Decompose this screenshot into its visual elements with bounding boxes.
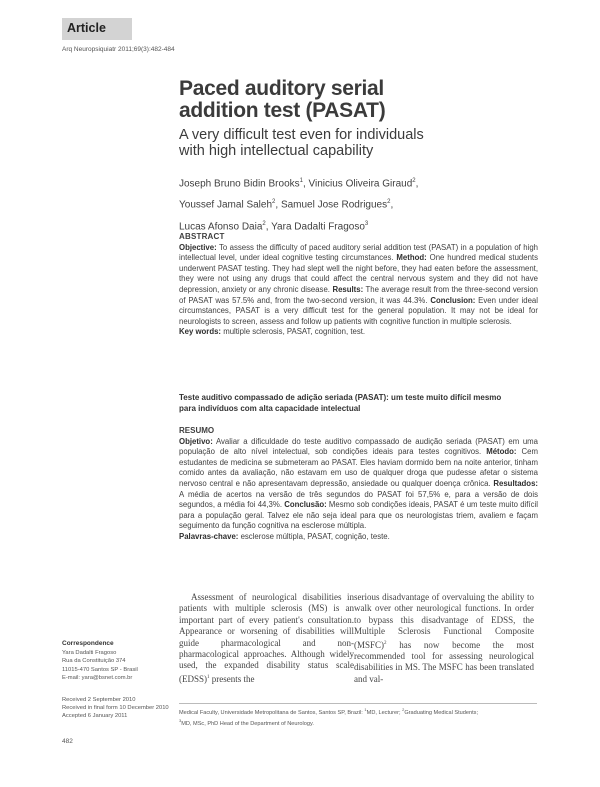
journal-reference: Arq Neuropsiquiatr 2011;69(3):482-484 [62, 46, 175, 53]
footnote-text: Graduating Medical Students; [404, 709, 479, 716]
method-text: One hundred medical students underwent PASAT testing. They had slept well the night before, they had eaten before the assessment, they were not using any drugs that could affect the central nervous system and they did not have depression, anxiety or any chronic disease. [179, 253, 538, 294]
keywords-text: multiple sclerosis, PASAT, cognition, test. [223, 327, 366, 337]
correspondence-name: Yara Dadalti Fragoso [62, 650, 117, 657]
body-text: Assessment of neurological disabilities in patients with multiple sclerosis (MS) is an important part of every patient's consultation. Appearance or worsening of disabilities will guide pharmacological and non-pharmacological approaches. Although widely used, the expanded disability status scale (EDSS) [179, 592, 354, 684]
received-dates [62, 696, 172, 721]
final-form-date: Received in final form 10 December 2010 [62, 705, 169, 712]
results-label: Results: [332, 284, 364, 294]
footnote-text: Medical Faculty, Universidade Metropolitana de Santos, Santos SP, Brazil: [179, 709, 365, 716]
resumo-body [179, 437, 538, 532]
abstract-section [179, 232, 538, 338]
paper-title-line1: Paced auditory serial [179, 77, 384, 100]
conclusion-text: Even under ideal circumstances, PASAT is a very difficult test for the general population. It may not be ideal for neurologists to screen, assess and follow up patients with cognitive function in multiple sclerosis. [179, 295, 538, 326]
body-text: has now become the most recommended tool for assessing neurological disabilities in MS. The MSFC has been translated and val- [354, 639, 534, 684]
keywords [179, 327, 538, 338]
footnote-line2 [179, 717, 537, 728]
author-affiliation: 2 [272, 199, 276, 206]
body-column-right [354, 592, 534, 685]
correspondence-email: E-mail: yara@bsnet.com.br [62, 674, 133, 681]
correspondence-street: Rua da Constituição 374 [62, 658, 126, 665]
portuguese-title-line1: Teste auditivo compassado de adição seriada (PASAT): um teste muito difícil mesmo [179, 393, 502, 402]
footnote-marker: 3 [179, 718, 182, 724]
portuguese-title [179, 392, 539, 414]
author-affiliation: 2 [262, 220, 266, 227]
correspondence-heading: Correspondence [62, 640, 114, 647]
body-text: presents the [209, 673, 255, 684]
conclusao-text: Mesmo sob condições ideais, PASAT é um teste muito difícil para a população geral. Talvez ele não seja ideal para que os neurologistas triem, avaliem e façam seguimento da função cognitiva na esclerose múltipla. [179, 500, 538, 531]
affiliation-footnote [179, 703, 537, 728]
author-name: Samuel Jose Rodrigues [280, 199, 388, 211]
method-label: Method: [396, 253, 427, 263]
resumo-section [179, 426, 538, 543]
author-name: Yara Dadalti Fragoso [271, 220, 365, 232]
article-tag-label: Article [67, 21, 106, 35]
footnote-marker: 1 [364, 707, 367, 712]
correspondence-city: 11015-470 Santos SP - Brasil [62, 666, 138, 673]
metodo-label: Método: [486, 447, 517, 457]
received-date: Received 2 September 2010 [62, 697, 136, 703]
palavras-chave-label: Palavras-chave: [179, 531, 239, 541]
keywords-label: Key words: [179, 327, 222, 337]
page-number: 482 [62, 738, 73, 745]
portuguese-title-line2: para indivíduos com alta capacidade intelectual [179, 404, 361, 413]
author-affiliation: 2 [412, 178, 416, 184]
author-name: Vinicius Oliveira Giraud [308, 178, 413, 190]
paper-title-line2: addition test (PASAT) [179, 99, 386, 122]
resumo-heading: RESUMO [179, 426, 215, 435]
conclusao-label: Conclusão: [284, 500, 327, 510]
resultados-text: A média de acertos na versão de três segundos do PASAT foi 57,5% e, para a versão de dois segundos, a média foi 44,3%. [179, 489, 538, 510]
footnote-text: MD, Lecturer; [366, 709, 403, 716]
citation: 2 [384, 640, 387, 646]
footnote-text: MD, MSc, PhD Head of the Department of Neurology. [181, 720, 314, 727]
accepted-date: Accepted 6 January 2011 [62, 713, 128, 720]
body-paragraph [179, 592, 354, 685]
author-line-3: Lucas Afonso Daia$^2$, Yara Dadalti Fragoso$^3$ [179, 220, 369, 232]
footnote-line1 [179, 706, 537, 717]
objetivo-text: Avaliar a dificuldade do teste auditivo compassado de audição seriada (PASAT) em uma população de alto nível intelectual, sob condições ideais para testes cognitivos. [179, 436, 538, 457]
palavras-chave [179, 532, 538, 543]
objective-text: To assess the difficulty of paced auditory serial addition test (PASAT) in a population of high intellectual level, under ideal cognitive testing circumstances. [179, 242, 538, 263]
author-line-1: Joseph Bruno Bidin Brooks$^1$, Vinicius Oliveira Giraud$^2$, [179, 178, 419, 190]
conclusion-label: Conclusion: [430, 295, 476, 305]
abstract-heading: ABSTRACT [179, 232, 225, 241]
abstract-body [179, 243, 538, 328]
resultados-label: Resultados: [493, 478, 538, 488]
author-name: Lucas Afonso Daia [179, 220, 263, 232]
author-affiliation: 3 [364, 220, 369, 227]
author-name: Youssef Jamal Saleh [179, 199, 273, 211]
author-name: Joseph Bruno Bidin Brooks [179, 178, 300, 190]
objective-label: Objective: [179, 242, 217, 252]
body-column-left [179, 592, 354, 685]
author-affiliation: 1 [299, 178, 303, 184]
palavras-chave-text: esclerose múltipla, PASAT, cognição, teste. [240, 531, 390, 541]
correspondence-block [62, 640, 172, 682]
body-text: serious disadvantage of overvaluing the ability to walk over other neurological functions. In order to bypass this disadvantage of EDSS, the Multiple Sclerosis Functional Composite (MSFC) [354, 592, 534, 650]
paper-subtitle [179, 127, 519, 159]
author-affiliation: 2 [387, 199, 391, 206]
author-list [179, 172, 539, 236]
paper-subtitle-line2: with high intellectual capability [179, 143, 374, 159]
paper-subtitle-line1: A very difficult test even for individuals [179, 127, 424, 143]
author-line-2: Youssef Jamal Saleh$^2$, Samuel Jose Rodrigues$^2$, [179, 199, 394, 211]
results-text: The average result from the three-second version of PASAT was 57.5% and, from the two-second version, it was 44.3%. [179, 284, 539, 305]
article-tag [62, 18, 132, 40]
footnote-marker: 2 [402, 707, 405, 712]
body-paragraph [354, 592, 534, 685]
objetivo-label: Objetivo: [179, 436, 213, 446]
metodo-text: Cem estudantes de medicina se submeteram ao PASAT. Eles haviam dormido bem na noite anterior, tinham comido antes da avaliação, não estavam em uso de qualquer droga que pudesse afetar o sistema nervoso central e não apresentavam depressão, ansiedade ou qualquer doença crônica. [179, 447, 538, 488]
citation: 1 [207, 674, 210, 680]
paper-title [179, 78, 519, 122]
